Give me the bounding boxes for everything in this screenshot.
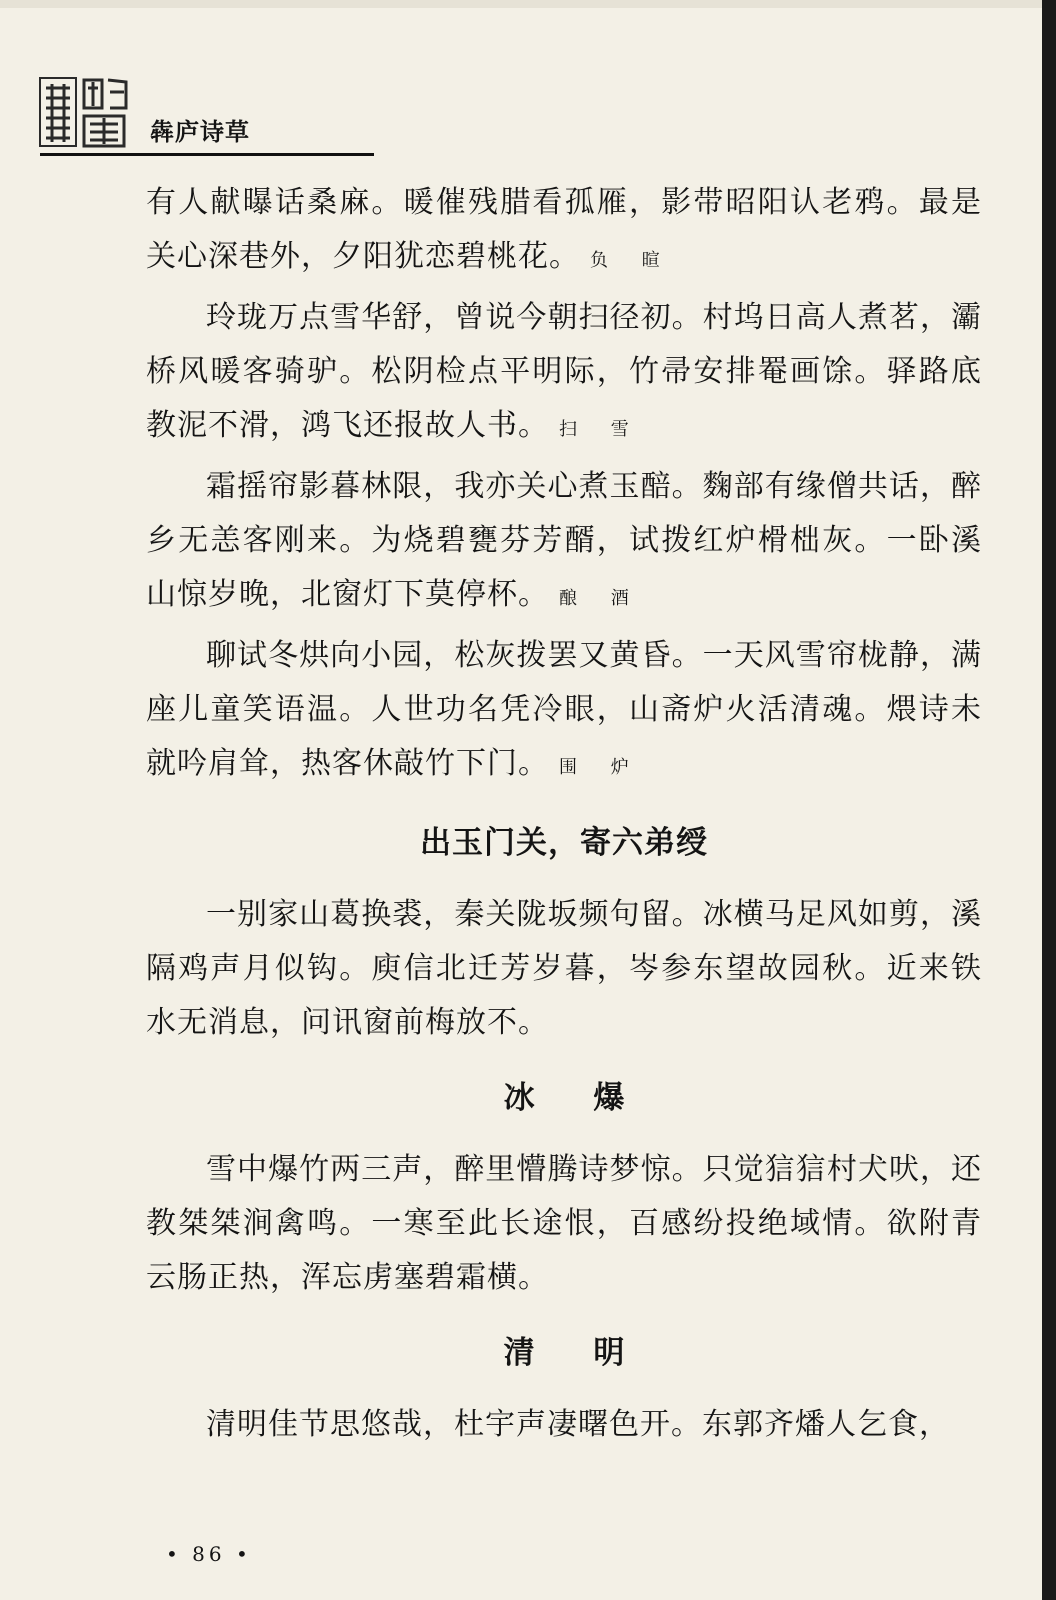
poem-text: 聊试冬烘向小园，松灰拨罢又黄昏。一天风雪帘栊静，满座儿童笑语温。人世功名凭冷眼，山斋炉火活清魂。煨诗未就吟肩耸，热客休敲竹下门。	[146, 638, 982, 781]
poem-paragraph	[146, 1398, 982, 1452]
poem-title: 冰 爆	[503, 1080, 649, 1116]
poem-paragraph	[146, 460, 982, 626]
poem-text: 有人献曝话桑麻。暖催残腊看孤雁，影带昭阳认老鸦。最是关心深巷外，夕阳犹恋碧桃花。	[146, 185, 982, 274]
poem-subtitle: 酿 酒	[559, 588, 643, 609]
poem-paragraph	[146, 176, 982, 288]
header-rule	[40, 153, 374, 156]
poem-paragraph	[146, 291, 982, 457]
poem-title: 清 明	[503, 1335, 649, 1371]
poem-text: 玲珑万点雪华舒，曾说今朝扫径初。村坞日高人煮茗，灞桥风暖客骑驴。松阴检点平明际，竹帚安排罨画馀。驿路底教泥不滑，鸿飞还报故人书。	[146, 300, 982, 443]
page-binding-edge	[1042, 0, 1056, 1600]
poem-text: 霜摇帘影暮林限，我亦关心煮玉醅。麴部有缘僧共话，醉乡无恙客刚来。为烧碧甕芬芳醑，试拨红炉榾柮灰。一卧溪山惊岁晚，北窗灯下莫停杯。	[146, 469, 982, 612]
poem-text: 清明佳节思悠哉，杜宇声凄曙色开。东郭齐燔人乞食，	[206, 1407, 950, 1442]
poem-subtitle: 扫 雪	[559, 419, 643, 440]
page-number: • 86 •	[166, 1542, 252, 1566]
poem-subtitle: 负 暄	[590, 250, 674, 271]
page-top-edge	[0, 0, 1056, 8]
poem-text: 雪中爆竹两三声，醉里懵腾诗梦惊。只觉狺狺村犬吠，还教桀桀涧禽鸣。一寒至此长途恨，百感纷投绝域情。欲附青云肠正热，浑忘虏塞碧霜横。	[146, 1152, 982, 1295]
poem-subtitle: 围 炉	[559, 757, 643, 778]
poem-paragraph	[146, 629, 982, 795]
poem-paragraph	[146, 888, 982, 1050]
poem-paragraph	[146, 1143, 982, 1305]
poem-title: 出玉门关，寄六弟绶	[420, 825, 708, 861]
poem-text: 一别家山葛换裘，秦关陇坂频句留。冰横马足风如剪，溪隔鸡声月似钩。庾信北迁芳岁暮，岑参东望故园秋。近来铁水无消息，问讯窗前梅放不。	[146, 897, 982, 1040]
book-title: 犇庐诗草	[150, 118, 250, 146]
poem-body	[146, 176, 982, 1455]
seal-stamp-icon	[38, 74, 130, 150]
